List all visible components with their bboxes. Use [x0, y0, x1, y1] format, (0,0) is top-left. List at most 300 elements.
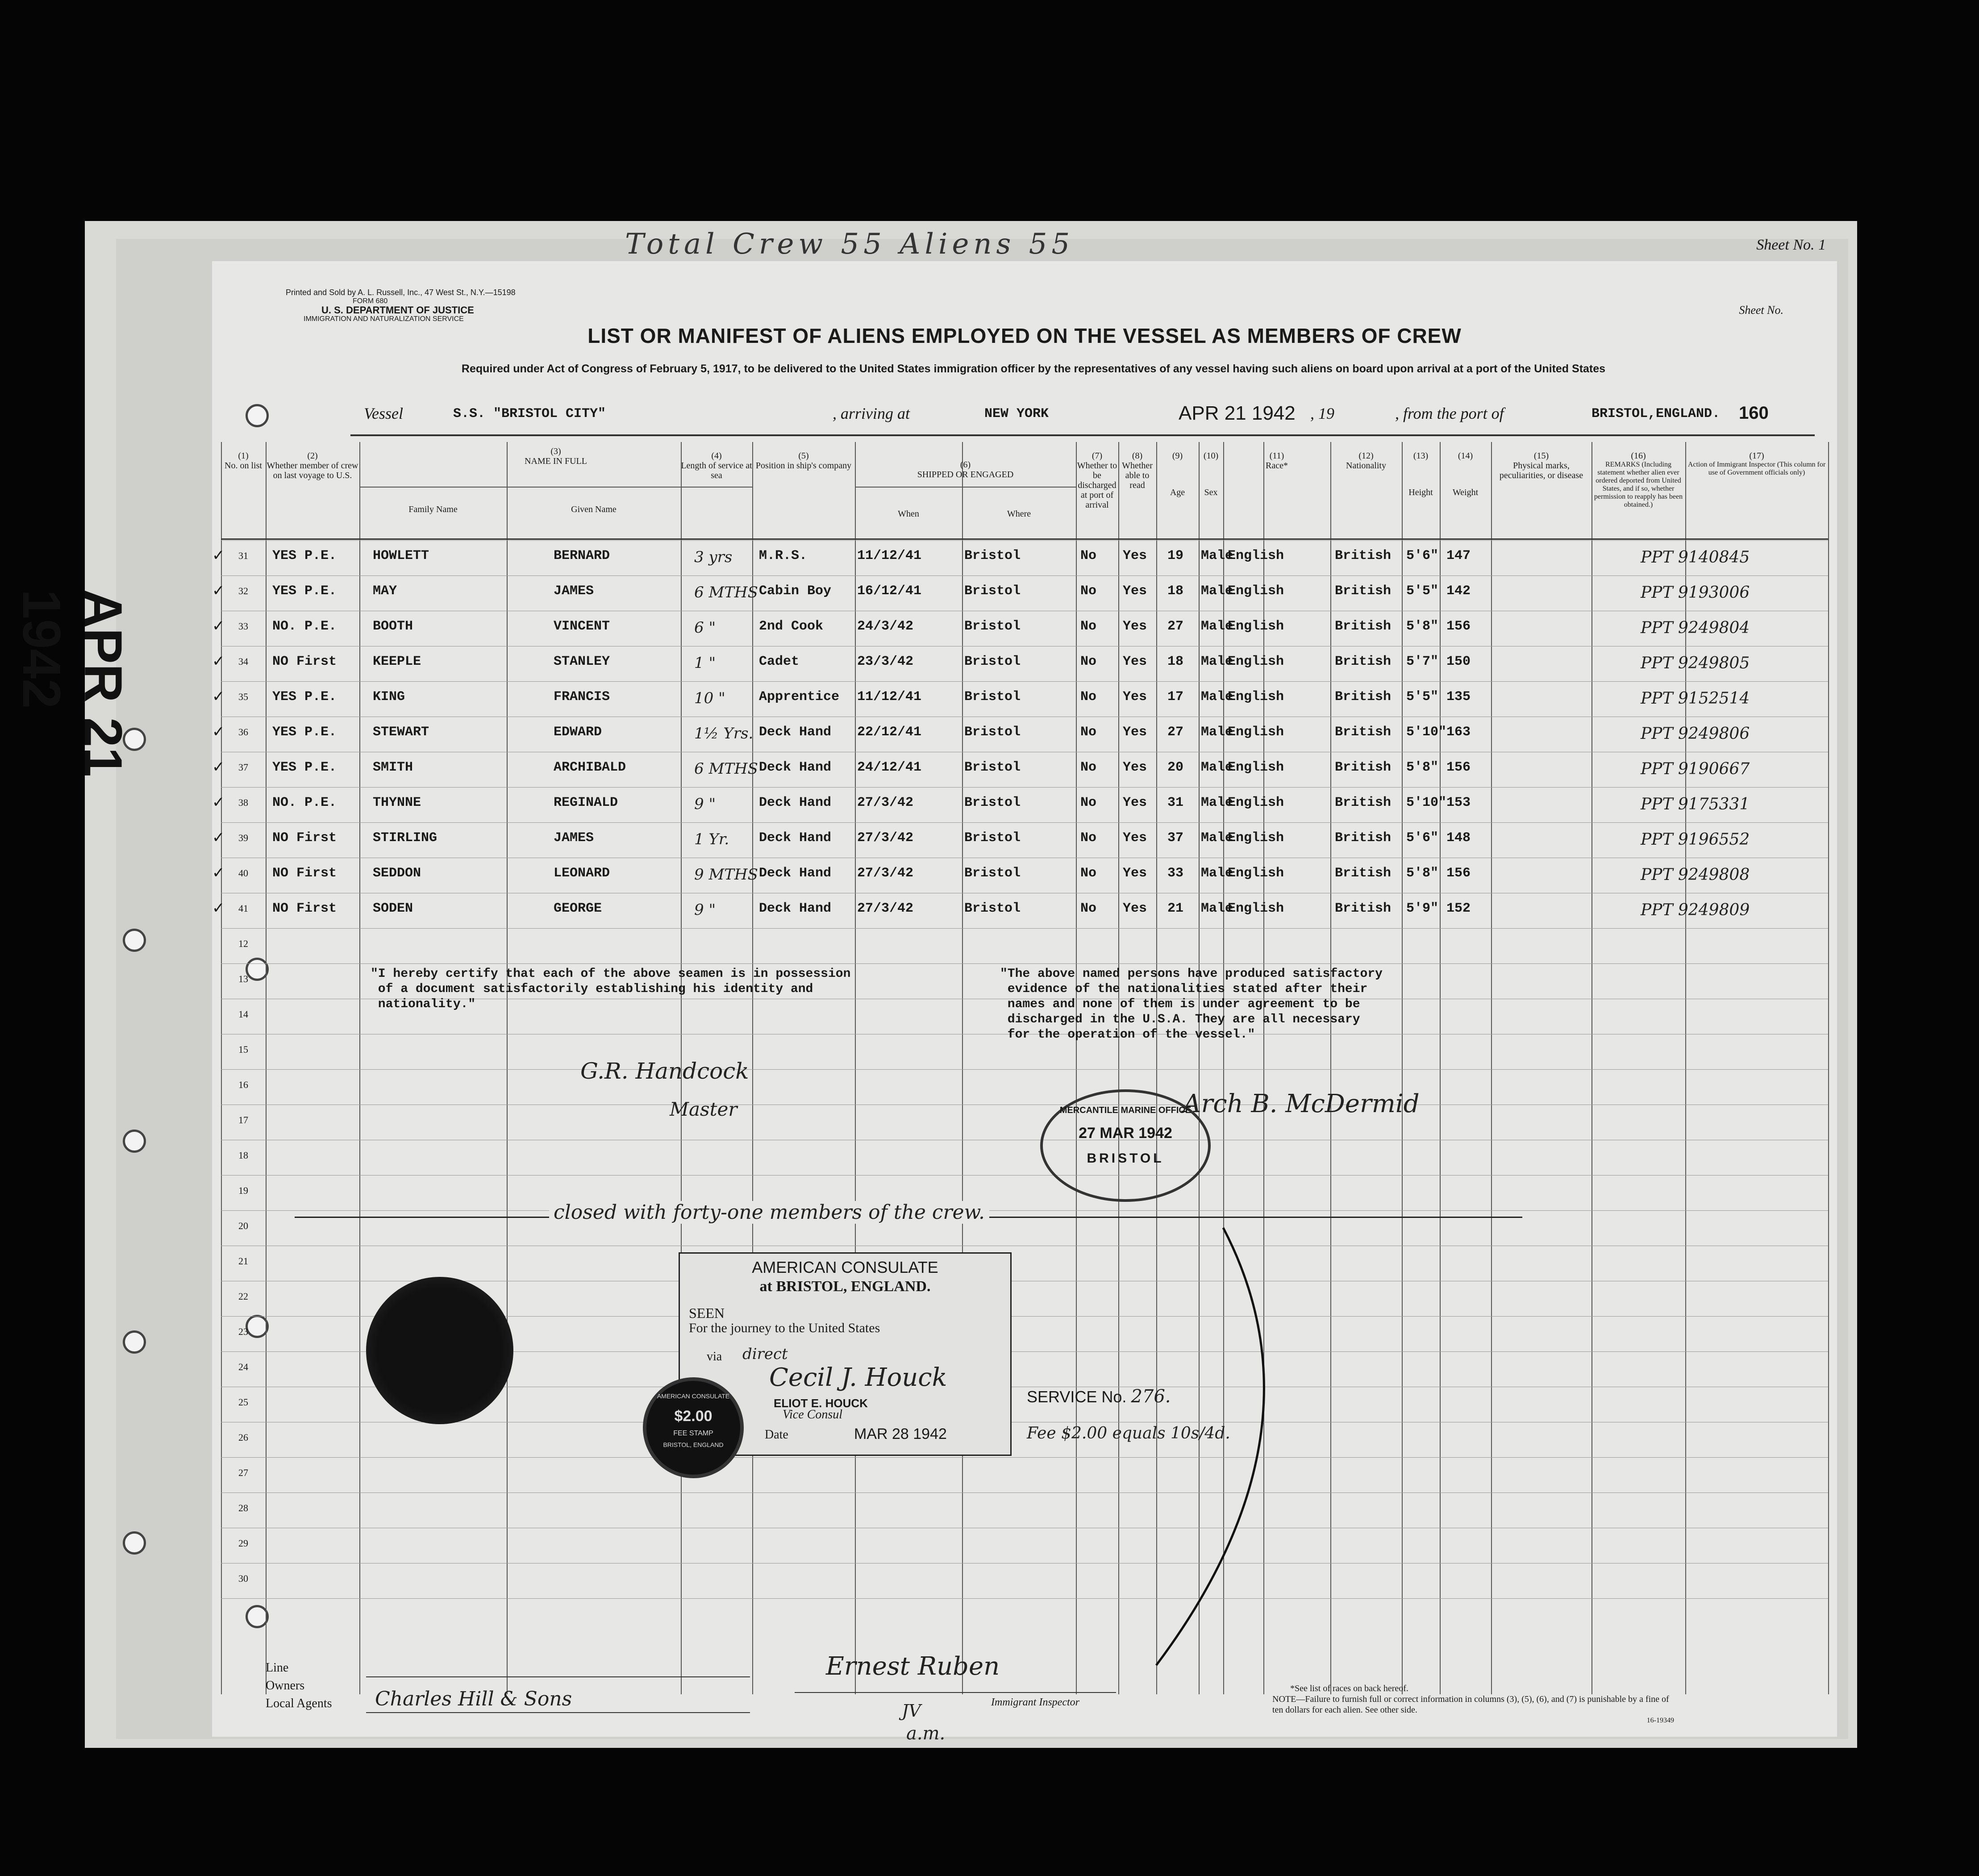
cell-last: YES P.E.: [272, 725, 337, 740]
column-label: Race*: [1266, 461, 1288, 471]
column-label: Physical marks, peculiarities, or disease: [1499, 461, 1583, 480]
column-label: Nationality: [1346, 461, 1386, 471]
row-rule: [221, 1598, 1828, 1599]
cell-read: Yes: [1123, 548, 1147, 563]
column-divider: [1402, 442, 1403, 1694]
vessel-name: S.S. "BRISTOL CITY": [453, 406, 606, 421]
consulate-journey: For the journey to the United States: [689, 1321, 880, 1335]
row-number: 37: [238, 762, 248, 773]
column-header: [1330, 451, 1402, 471]
cell-where: Bristol: [964, 901, 1021, 916]
cell-where: Bristol: [964, 619, 1021, 634]
cell-service: 1 Yr.: [694, 830, 729, 848]
column-header: [1440, 451, 1491, 497]
check-mark-icon: ✓: [212, 688, 225, 705]
row-rule: [221, 540, 1828, 541]
column-divider: [1440, 442, 1441, 1694]
column-header: [266, 451, 359, 480]
cell-weight: 142: [1446, 584, 1471, 599]
row-number: 26: [238, 1432, 248, 1443]
check-mark-icon: ✓: [212, 794, 225, 811]
row-rule: [221, 681, 1828, 682]
line-label: Line: [266, 1661, 289, 1675]
column-divider: [752, 442, 753, 1694]
column-header: [1076, 451, 1118, 510]
cell-given: VINCENT: [554, 619, 610, 634]
cell-when: 27/3/42: [857, 866, 914, 881]
cell-read: Yes: [1123, 619, 1147, 634]
cell-when: 11/12/41: [857, 689, 922, 705]
column-header: [1118, 451, 1156, 490]
check-mark-icon: ✓: [212, 724, 225, 740]
cell-last: NO. P.E.: [272, 619, 337, 634]
cell-position: Deck Hand: [759, 866, 832, 881]
cell-given: EDWARD: [554, 725, 602, 740]
column-header: [1491, 451, 1592, 480]
column-header: [507, 504, 681, 514]
cell-discharge: No: [1080, 654, 1097, 669]
vessel-label: Vessel: [364, 404, 403, 422]
row-rule: [221, 1175, 1828, 1176]
column-divider: [266, 442, 267, 1694]
column-header: [1223, 451, 1330, 471]
cell-given: JAMES: [554, 830, 594, 846]
column-divider: [1076, 442, 1077, 1694]
consulate-date-label: Date: [765, 1428, 788, 1442]
service-number-value: 276.: [1131, 1386, 1171, 1407]
row-rule: [221, 1457, 1828, 1458]
cell-height: 5'7": [1406, 654, 1439, 669]
column-header: [962, 509, 1076, 519]
column-divider: [359, 442, 360, 1694]
row-number: 21: [238, 1255, 248, 1267]
cell-where: Bristol: [964, 866, 1021, 881]
cell-discharge: No: [1080, 795, 1097, 810]
cell-nat: British: [1335, 760, 1392, 775]
oval-stamp-title: MERCANTILE MARINE OFFICE: [1059, 1105, 1192, 1115]
cell-read: Yes: [1123, 584, 1147, 599]
cell-nat: British: [1335, 901, 1392, 916]
master-signature: G.R. Handcock: [580, 1058, 749, 1084]
cell-when: 23/3/42: [857, 654, 914, 669]
fee-stamp-bottom: BRISTOL, ENGLAND: [663, 1441, 724, 1448]
binder-hole-icon: [246, 404, 269, 427]
cell-sex: Male: [1201, 795, 1233, 810]
consul-name: ELIOT E. HOUCK: [774, 1397, 868, 1410]
cell-given: GEORGE: [554, 901, 602, 916]
row-number: 12: [238, 938, 248, 949]
cell-sex: Male: [1201, 866, 1233, 881]
cell-action: PPT 9175331: [1641, 795, 1750, 813]
column-label: Weight: [1452, 488, 1479, 497]
row-number: 39: [238, 832, 248, 843]
cell-last: NO First: [272, 830, 337, 846]
manifest-number: 160: [1739, 403, 1769, 423]
cell-age: 27: [1167, 725, 1184, 740]
printer-note: [286, 288, 536, 324]
page-title: LIST OR MANIFEST OF ALIENS EMPLOYED ON THE VESSEL AS MEMBERS OF CREW: [587, 324, 1462, 347]
column-label: Given Name: [571, 504, 617, 514]
row-number: 38: [238, 797, 248, 808]
embossed-seal-icon: [366, 1277, 513, 1424]
cell-nat: British: [1335, 830, 1392, 846]
column-header: [1156, 451, 1199, 497]
am-note: a.m.: [906, 1723, 946, 1744]
form-number: FORM 680: [353, 297, 388, 305]
column-number: (17): [1749, 451, 1764, 461]
fee-stamp-value: $2.00: [674, 1408, 712, 1425]
cell-read: Yes: [1123, 725, 1147, 740]
from-port-label: , from the port of: [1395, 404, 1504, 422]
fee-stamp-label: FEE STAMP: [673, 1430, 713, 1437]
certification-right: "The above named persons have produced satisfactory evidence of the nationalities stated after their names and none of them is under agreement to be discharged in the U.S.A. They are all necessary for the operation of the vessel.": [1000, 967, 1383, 1042]
consulate-via-value: direct: [742, 1345, 788, 1363]
cell-position: M.R.S.: [759, 548, 808, 563]
consulate-location: at BRISTOL, ENGLAND.: [759, 1278, 931, 1295]
cell-when: 27/3/42: [857, 795, 914, 810]
oval-stamp-city: BRISTOL: [1087, 1151, 1164, 1166]
check-mark-icon: ✓: [212, 583, 225, 599]
cell-last: NO. P.E.: [272, 795, 337, 810]
cell-service: 1 ": [694, 654, 716, 672]
cell-given: BERNARD: [554, 548, 610, 563]
cell-when: 24/12/41: [857, 760, 922, 775]
column-divider: [962, 442, 963, 1694]
row-number: 40: [238, 867, 248, 879]
column-number: (6): [960, 460, 971, 470]
department-name: U. S. DEPARTMENT OF JUSTICE: [321, 304, 474, 316]
column-header: [1402, 451, 1440, 497]
cell-given: FRANCIS: [554, 689, 610, 705]
cell-action: PPT 9196552: [1641, 830, 1750, 849]
row-number: 16: [238, 1079, 248, 1090]
cell-family: SEDDON: [373, 866, 421, 881]
cell-discharge: No: [1080, 619, 1097, 634]
cell-position: Deck Hand: [759, 795, 832, 810]
cell-service: 6 ": [694, 619, 716, 637]
back-sheet-number: Sheet No. 1: [1756, 237, 1826, 253]
service-name: IMMIGRATION AND NATURALIZATION SERVICE: [304, 315, 464, 323]
cell-position: Deck Hand: [759, 760, 832, 775]
cell-last: YES P.E.: [272, 584, 337, 599]
cell-when: 24/3/42: [857, 619, 914, 634]
cell-action: PPT 9249805: [1641, 654, 1750, 672]
sheet-number: Sheet No.: [1739, 304, 1783, 317]
page-subtitle: Required under Act of Congress of February 5, 1917, to be delivered to the United States immigration officer by the representatives of any vessel having such aliens on board upon arrival at a port of the United States: [461, 363, 1606, 375]
from-port: BRISTOL,ENGLAND.: [1592, 406, 1721, 421]
column-number: (13): [1413, 451, 1429, 461]
row-number: 24: [238, 1361, 248, 1372]
column-header: [855, 509, 962, 519]
cell-weight: 163: [1446, 725, 1471, 740]
cell-weight: 135: [1446, 689, 1471, 705]
column-label: No. on list: [225, 461, 262, 471]
row-number: 30: [238, 1573, 248, 1584]
column-number: (5): [798, 451, 809, 461]
cell-nat: British: [1335, 584, 1392, 599]
column-label: Family Name: [408, 504, 458, 514]
binder-hole-icon: [123, 1130, 146, 1153]
row-number: 25: [238, 1397, 248, 1408]
column-number: (12): [1358, 451, 1374, 461]
cell-sex: Male: [1201, 689, 1233, 705]
row-rule: [221, 575, 1828, 576]
binder-hole-icon: [123, 1531, 146, 1555]
consulate-title: AMERICAN CONSULATE: [752, 1258, 938, 1276]
cell-age: 18: [1167, 654, 1184, 669]
column-label: SHIPPED OR ENGAGED: [917, 470, 1014, 479]
consul-signature: Cecil J. Houck: [769, 1363, 947, 1392]
check-mark-icon: ✓: [212, 865, 225, 881]
cell-age: 27: [1167, 619, 1184, 634]
column-divider: [1330, 442, 1331, 1694]
cell-action: PPT 9190667: [1641, 760, 1750, 778]
cell-read: Yes: [1123, 795, 1147, 810]
cell-last: YES P.E.: [272, 760, 337, 775]
cell-race: English: [1228, 654, 1284, 669]
cell-read: Yes: [1123, 830, 1147, 846]
column-label: Age: [1170, 488, 1185, 497]
column-label: Position in ship's company: [755, 461, 852, 471]
row-number: 35: [238, 691, 248, 702]
cell-sex: Male: [1201, 654, 1233, 669]
cell-when: 16/12/41: [857, 584, 922, 599]
column-number: (8): [1132, 451, 1143, 461]
header-rule: [350, 434, 1815, 436]
cell-last: YES P.E.: [272, 548, 337, 563]
cell-age: 33: [1167, 866, 1184, 881]
cell-where: Bristol: [964, 584, 1021, 599]
cell-family: THYNNE: [373, 795, 421, 810]
cell-given: STANLEY: [554, 654, 610, 669]
cell-last: NO First: [272, 654, 337, 669]
cell-when: 11/12/41: [857, 548, 922, 563]
cell-action: PPT 9249808: [1641, 866, 1750, 884]
column-label: Length of service at sea: [681, 461, 752, 480]
cell-age: 37: [1167, 830, 1184, 846]
cell-race: English: [1228, 725, 1284, 740]
cell-race: English: [1228, 584, 1284, 599]
column-header: [1199, 451, 1223, 497]
row-number: 17: [238, 1114, 248, 1126]
cell-race: English: [1228, 619, 1284, 634]
binder-hole-icon: [123, 929, 146, 952]
cell-family: KEEPLE: [373, 654, 421, 669]
inspector-initials: JV: [902, 1701, 921, 1721]
cell-given: JAMES: [554, 584, 594, 599]
cell-given: ARCHIBALD: [554, 760, 626, 775]
column-divider: [1118, 442, 1119, 1694]
cell-position: 2nd Cook: [759, 619, 824, 634]
row-number: 41: [238, 903, 248, 914]
owners-rule: [366, 1676, 750, 1677]
cell-given: REGINALD: [554, 795, 618, 810]
row-number: 32: [238, 585, 248, 596]
check-mark-icon: ✓: [212, 653, 225, 670]
cell-position: Cabin Boy: [759, 584, 832, 599]
arrival-date: APR 21 1942: [1179, 402, 1296, 424]
cell-read: Yes: [1123, 689, 1147, 705]
cell-height: 5'8": [1406, 866, 1439, 881]
cell-age: 18: [1167, 584, 1184, 599]
row-number: 31: [238, 550, 248, 561]
header-bottom-rule: [221, 538, 1828, 540]
cell-where: Bristol: [964, 760, 1021, 775]
cell-discharge: No: [1080, 548, 1097, 563]
arriving-label: , arriving at: [833, 404, 910, 422]
column-number: (10): [1203, 451, 1219, 461]
cell-nat: British: [1335, 619, 1392, 634]
row-rule: [221, 1069, 1828, 1070]
check-mark-icon: ✓: [212, 547, 225, 564]
check-mark-icon: ✓: [212, 759, 225, 775]
cell-where: Bristol: [964, 654, 1021, 669]
row-number: 23: [238, 1326, 248, 1337]
cell-height: 5'8": [1406, 760, 1439, 775]
column-number: (3): [550, 446, 561, 456]
cell-nat: British: [1335, 795, 1392, 810]
cell-sex: Male: [1201, 725, 1233, 740]
year-suffix: , 19: [1310, 404, 1334, 422]
cell-discharge: No: [1080, 584, 1097, 599]
cell-where: Bristol: [964, 548, 1021, 563]
service-number-label: SERVICE No.: [1027, 1388, 1127, 1406]
owners-label: Owners: [266, 1679, 305, 1693]
row-number: 33: [238, 621, 248, 632]
cell-weight: 148: [1446, 830, 1471, 846]
inspector-label: Immigrant Inspector: [991, 1697, 1079, 1708]
cell-height: 5'5": [1406, 689, 1439, 705]
printer-text: Printed and Sold by A. L. Russell, Inc., 47 West St., N.Y.—15198: [286, 288, 516, 297]
cell-read: Yes: [1123, 654, 1147, 669]
cell-service: 6 MTHS: [694, 584, 758, 601]
check-mark-icon: ✓: [212, 618, 225, 634]
cell-discharge: No: [1080, 901, 1097, 916]
cell-height: 5'9": [1406, 901, 1439, 916]
binder-hole-icon: [123, 1330, 146, 1354]
row-number: 28: [238, 1502, 248, 1513]
group-header-rule: [855, 487, 1076, 488]
fee-stamp-top: AMERICAN CONSULATE: [657, 1392, 730, 1400]
cell-family: HOWLETT: [373, 548, 429, 563]
cell-family: STIRLING: [373, 830, 437, 846]
fee-stamp: [643, 1377, 744, 1478]
row-number: 18: [238, 1150, 248, 1161]
cell-discharge: No: [1080, 689, 1097, 705]
cell-family: SODEN: [373, 901, 413, 916]
cell-position: Cadet: [759, 654, 800, 669]
arrival-port: NEW YORK: [984, 406, 1049, 421]
pencil-curve: [1143, 1219, 1321, 1674]
oval-stamp-date: 27 MAR 1942: [1079, 1125, 1172, 1142]
cell-sex: Male: [1201, 830, 1233, 846]
cell-height: 5'6": [1406, 548, 1439, 563]
row-number: 36: [238, 726, 248, 738]
column-number: (4): [711, 451, 722, 461]
column-header: [855, 460, 1076, 479]
manifest-table: [212, 442, 1828, 1694]
cell-read: Yes: [1123, 901, 1147, 916]
footer-notes: [1272, 1683, 1674, 1726]
footer-note-penalty: NOTE—Failure to furnish full or correct information in columns (3), (5), (6), and (7) is punishable by a fine of ten dollars for each alien. See other side.: [1272, 1694, 1669, 1715]
vessel-line: [364, 404, 1792, 431]
cell-read: Yes: [1123, 760, 1147, 775]
column-label: Whether able to read: [1122, 461, 1153, 490]
column-number: (1): [238, 451, 249, 461]
cell-weight: 153: [1446, 795, 1471, 810]
cell-last: NO First: [272, 866, 337, 881]
cell-weight: 156: [1446, 866, 1471, 881]
cell-position: Apprentice: [759, 689, 840, 705]
column-header: [1592, 451, 1685, 509]
cell-service: 9 MTHS: [694, 866, 758, 884]
column-label: Whether to be discharged at port of arrival: [1077, 461, 1117, 510]
cell-age: 31: [1167, 795, 1184, 810]
agents-rule: [366, 1712, 750, 1713]
cell-height: 5'8": [1406, 619, 1439, 634]
agents-value: Charles Hill & Sons: [375, 1688, 572, 1710]
cell-sex: Male: [1201, 619, 1233, 634]
inspector-rule: [795, 1692, 1116, 1693]
cell-race: English: [1228, 795, 1284, 810]
master-title: Master: [670, 1098, 737, 1120]
cell-race: English: [1228, 830, 1284, 846]
cell-when: 27/3/42: [857, 830, 914, 846]
consulate-seen: SEEN: [689, 1305, 725, 1321]
row-number: 29: [238, 1538, 248, 1549]
cell-nat: British: [1335, 689, 1392, 705]
check-mark-icon: ✓: [212, 830, 225, 846]
cell-nat: British: [1335, 725, 1392, 740]
pencil-note: Total Crew 55 Aliens 55: [625, 228, 1075, 261]
cell-family: MAY: [373, 584, 397, 599]
row-number: 19: [238, 1185, 248, 1196]
officer-signature: Arch B. McDermid: [1183, 1089, 1420, 1118]
column-number: (16): [1631, 451, 1646, 461]
cell-action: PPT 9193006: [1641, 584, 1750, 602]
cell-position: Deck Hand: [759, 901, 832, 916]
row-number: 13: [238, 973, 248, 984]
certification-left: "I hereby certify that each of the above seamen is in possession of a document satisfactorily establishing his identity and nationality.": [371, 967, 851, 1011]
row-rule: [221, 1210, 1828, 1211]
cell-discharge: No: [1080, 725, 1097, 740]
footer-note-races: *See list of races on back hereof.: [1290, 1684, 1408, 1693]
row-number: 34: [238, 656, 248, 667]
cell-family: BOOTH: [373, 619, 413, 634]
column-label: Sex: [1204, 488, 1218, 497]
column-divider: [507, 442, 508, 1694]
cell-age: 19: [1167, 548, 1184, 563]
consulate-date: MAR 28 1942: [854, 1426, 947, 1442]
cell-age: 20: [1167, 760, 1184, 775]
column-label: Height: [1408, 488, 1433, 497]
column-header: [752, 451, 855, 471]
cell-when: 22/12/41: [857, 725, 922, 740]
agents-label: Local Agents: [266, 1697, 332, 1710]
cell-service: 9 ": [694, 795, 716, 813]
row-rule: [221, 822, 1828, 823]
cell-action: PPT 9152514: [1641, 689, 1750, 708]
group-header-rule: [359, 487, 752, 488]
cell-action: PPT 9140845: [1641, 548, 1750, 567]
mercantile-marine-office-stamp: [1040, 1089, 1211, 1202]
cell-discharge: No: [1080, 830, 1097, 846]
cell-weight: 156: [1446, 619, 1471, 634]
inspector-signature: Ernest Ruben: [826, 1652, 1000, 1681]
cell-race: English: [1228, 901, 1284, 916]
row-rule: [221, 787, 1828, 788]
cell-action: PPT 9249804: [1641, 619, 1750, 637]
